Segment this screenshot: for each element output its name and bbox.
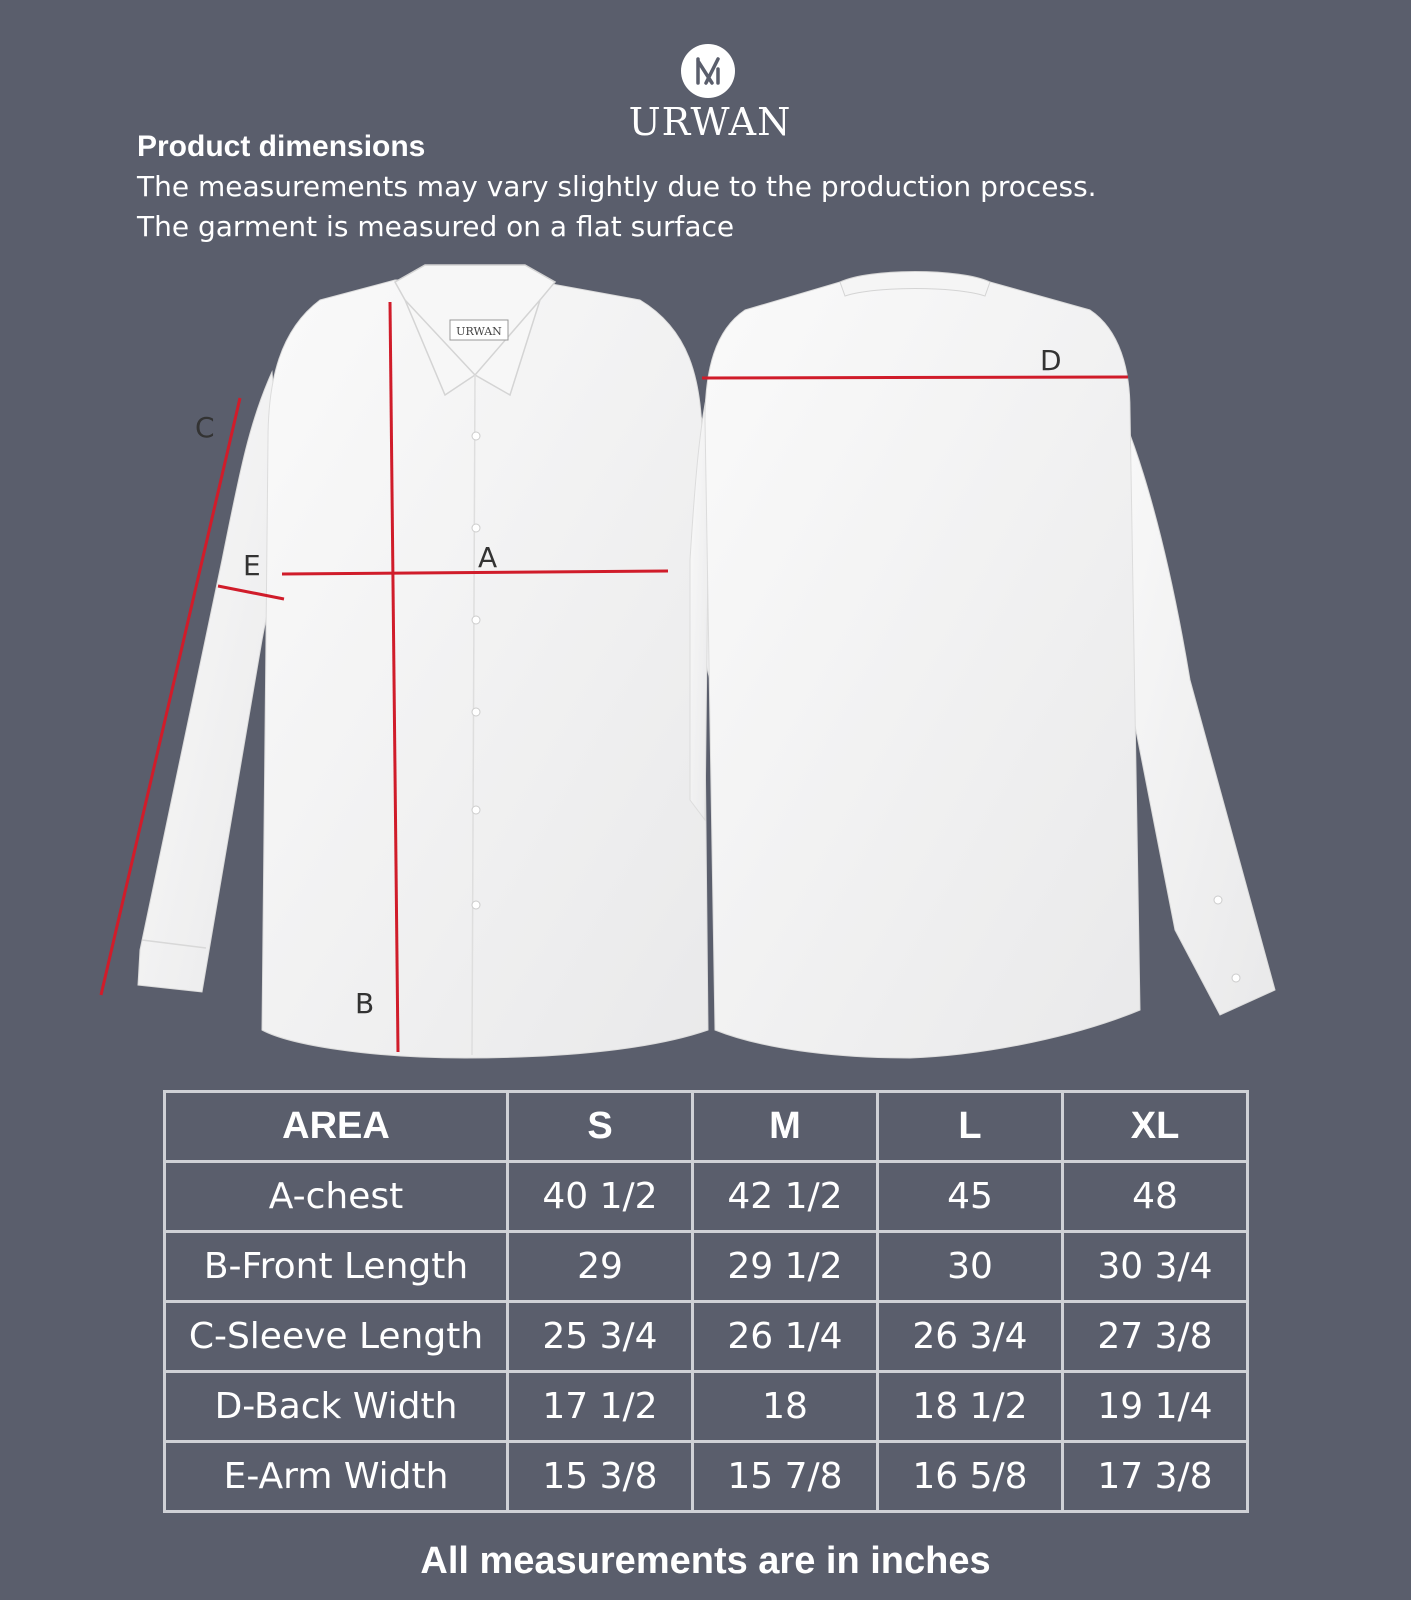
row-area-cell: C-Sleeve Length: [165, 1302, 508, 1372]
row-area-cell: A-chest: [165, 1162, 508, 1232]
measure-label-b: B: [355, 987, 375, 1020]
size-value-cell: 26 1/4: [693, 1302, 878, 1372]
size-chart-table: [163, 1090, 1249, 1513]
row-area-cell: B-Front Length: [165, 1232, 508, 1302]
size-value-cell: 42 1/2: [693, 1162, 878, 1232]
table-row: [165, 1302, 1248, 1372]
table-header-row: [165, 1092, 1248, 1162]
measure-line-d: [702, 377, 1128, 378]
size-value-cell: 30: [878, 1232, 1063, 1302]
size-value-cell: 48: [1063, 1162, 1248, 1232]
size-value-cell: 45: [878, 1162, 1063, 1232]
product-dimensions-heading: Product dimensions: [137, 130, 426, 163]
size-value-cell: 15 3/8: [508, 1442, 693, 1512]
size-value-cell: 17 3/8: [1063, 1442, 1248, 1512]
size-value-cell: 18: [693, 1372, 878, 1442]
size-value-cell: 40 1/2: [508, 1162, 693, 1232]
header-size-s: S: [508, 1092, 693, 1162]
measure-label-e: E: [243, 549, 261, 582]
table-row: [165, 1372, 1248, 1442]
size-value-cell: 18 1/2: [878, 1372, 1063, 1442]
size-value-cell: 19 1/4: [1063, 1372, 1248, 1442]
size-value-cell: 29 1/2: [693, 1232, 878, 1302]
measure-label-a: A: [478, 541, 498, 574]
table-row: [165, 1232, 1248, 1302]
header-size-l: L: [878, 1092, 1063, 1162]
size-value-cell: 17 1/2: [508, 1372, 693, 1442]
header-area: AREA: [165, 1092, 508, 1162]
header-size-m: M: [693, 1092, 878, 1162]
size-value-cell: 30 3/4: [1063, 1232, 1248, 1302]
size-value-cell: 16 5/8: [878, 1442, 1063, 1512]
measure-label-c: C: [195, 411, 215, 444]
size-value-cell: 27 3/8: [1063, 1302, 1248, 1372]
units-footnote: All measurements are in inches: [420, 1540, 991, 1582]
brand-name: URWAN: [628, 100, 792, 144]
size-value-cell: 25 3/4: [508, 1302, 693, 1372]
header-size-xl: XL: [1063, 1092, 1248, 1162]
shirt-front: [138, 265, 770, 1058]
measure-label-d: D: [1040, 344, 1062, 377]
shirt-back: [690, 272, 1275, 1059]
size-value-cell: 26 3/4: [878, 1302, 1063, 1372]
row-area-cell: E-Arm Width: [165, 1442, 508, 1512]
row-area-cell: D-Back Width: [165, 1372, 508, 1442]
shirt-tag-text: URWAN: [456, 325, 502, 338]
intro-note-line-2: The garment is measured on a flat surface: [137, 210, 735, 243]
table-row: [165, 1162, 1248, 1232]
size-value-cell: 15 7/8: [693, 1442, 878, 1512]
size-chart-table-wrapper: [163, 1090, 1249, 1513]
intro-note-line-1: The measurements may vary slightly due to the production process.: [137, 170, 1097, 203]
table-row: [165, 1442, 1248, 1512]
size-value-cell: 29: [508, 1232, 693, 1302]
